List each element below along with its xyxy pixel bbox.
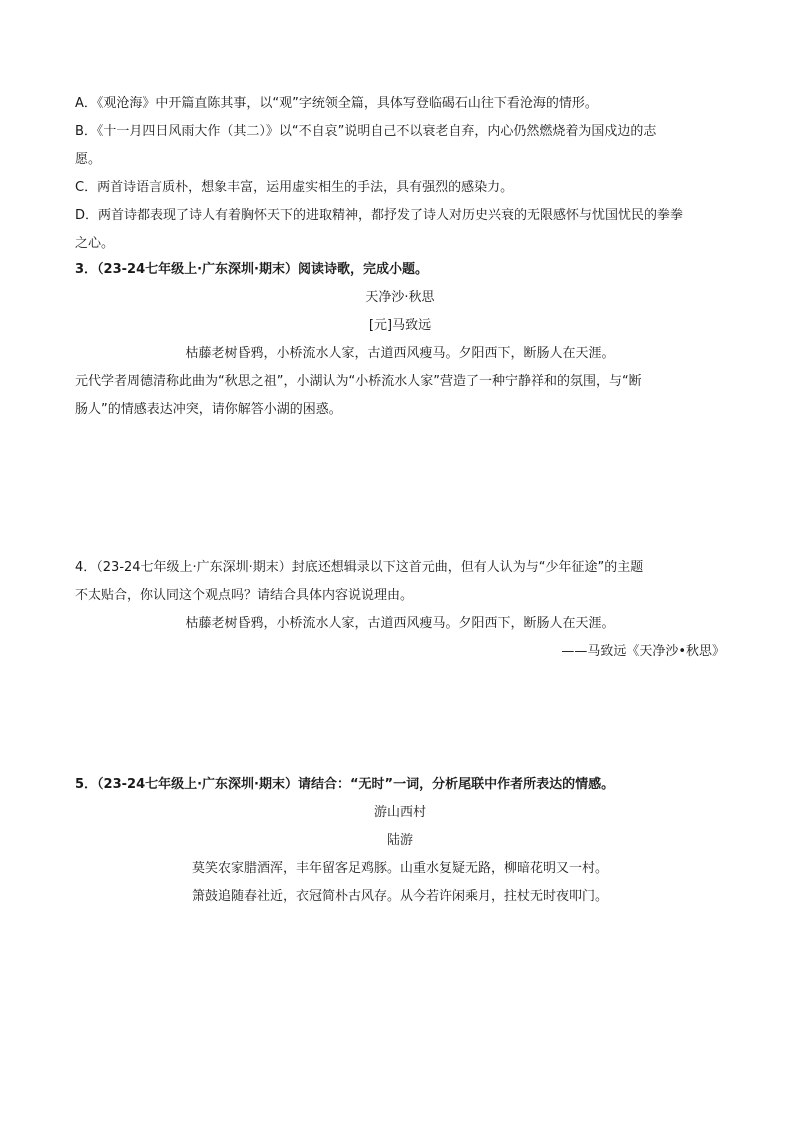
question-3: [75, 256, 725, 424]
question-3-prompt-line-1: 元代学者周德清称此曲为“秋思之祖”，小湖认为“小桥流水人家”营造了一种宁静祥和的氛围，与“断: [75, 374, 642, 389]
question-3-heading: 3．（23-24七年级上·广东深圳·期末）阅读诗歌，完成小题。: [75, 262, 428, 277]
question-3-poem-title: 天净沙·秋思: [365, 290, 435, 305]
options-block: [75, 90, 725, 258]
question-5-poem-title: 游山西村: [373, 805, 426, 820]
question-4-heading-line-2: 不太贴合，你认同这个观点吗？请结合具体内容说说理由。: [75, 588, 414, 603]
question-4-source: ——马致远《天净沙•秋思》: [561, 644, 725, 659]
question-5-poem-line-2: 箫鼓追随春社近，衣冠简朴古风存。从今若许闲乘月，拄杖无时夜叩门。: [191, 889, 608, 904]
question-5: [75, 771, 725, 911]
option-b-line-1: B．《十一月四日风雨大作（其二）》以“不自哀”说明自己不以衰老自弃，内心仍然燃烧着为国戍边的志: [75, 124, 657, 139]
option-b-line-2: 愿。: [75, 152, 102, 167]
question-4-poem-text: 枯藤老树昏鸦，小桥流水人家，古道西风瘦马。夕阳西下，断肠人在天涯。: [185, 616, 615, 631]
question-4: [75, 554, 725, 666]
question-3-poem-author: [元]马致远: [368, 318, 432, 333]
question-5-poem-line-1: 莫笑农家腊酒浑，丰年留客足鸡豚。山重水复疑无路，柳暗花明又一村。: [191, 861, 608, 876]
option-c: C．两首诗语言质朴，想象丰富，运用虚实相生的手法，具有强烈的感染力。: [75, 180, 514, 195]
option-a: A．《观沧海》中开篇直陈其事，以“观”字统领全篇，具体写登临碣石山往下看沧海的情形。: [75, 96, 598, 111]
question-5-heading: 5．（23-24七年级上·广东深圳·期末）请结合：“无时”一词，分析尾联中作者所表达的情感。: [75, 777, 615, 792]
question-4-heading-line-1: 4．（23-24七年级上·广东深圳·期末）封底还想辑录以下这首元曲，但有人认为与“少年征途”的主题: [75, 560, 644, 575]
question-3-poem-text: 枯藤老树昏鸦，小桥流水人家，古道西风瘦马。夕阳西下，断肠人在天涯。: [185, 346, 615, 361]
option-d-line-1: D．两首诗都表现了诗人有着胸怀天下的进取精神，都抒发了诗人对历史兴衰的无限感怀与忧国忧民的拳拳: [75, 208, 684, 223]
option-d-line-2: 之心。: [75, 236, 115, 251]
question-5-poem-author: 陆游: [386, 833, 413, 848]
question-3-prompt-line-2: 肠人”的情感表达冲突，请你解答小湖的困惑。: [75, 402, 342, 417]
